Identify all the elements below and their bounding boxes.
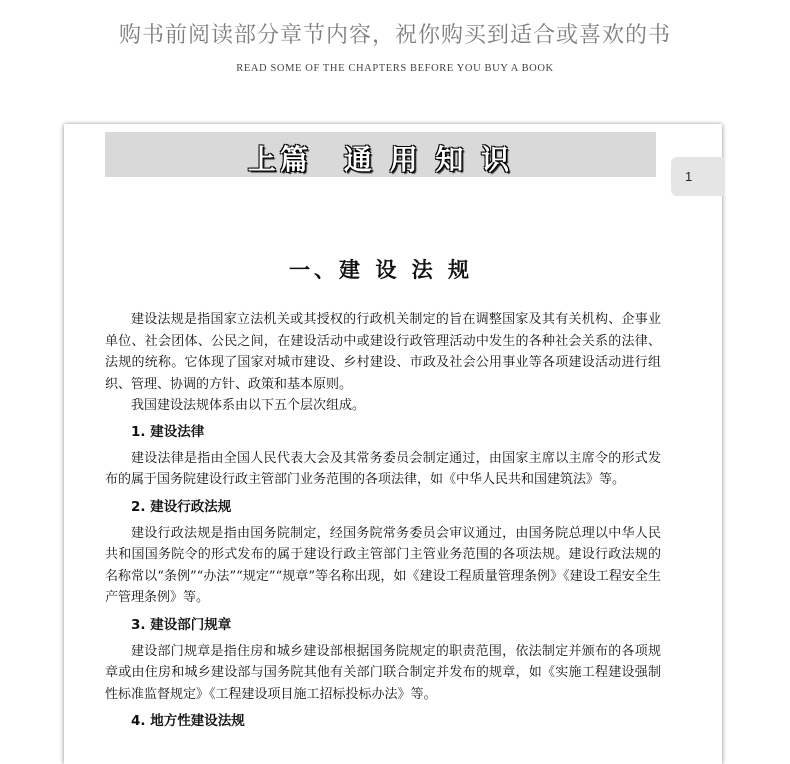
chapter-body xyxy=(105,309,661,732)
intro-paragraph: 我国建设法规体系由以下五个层次组成。 xyxy=(131,398,366,413)
section-heading: 2. 建设行政法规 xyxy=(131,498,232,515)
section-paragraph: 建设法律是指由全国人民代表大会及其常务委员会制定通过，由国家主席以主席令的形式发布的属于国务院建设行政主管部门业务范围的各项法律，如《中华人民共和国建筑法》等。 xyxy=(105,450,661,487)
header-title: 购书前阅读部分章节内容，祝你购买到适合或喜欢的书 xyxy=(118,23,671,48)
part-banner xyxy=(105,132,656,177)
part-banner-title: 上篇 通 用 知 识 xyxy=(247,143,514,176)
section-paragraph: 建设部门规章是指住房和城乡建设部根据国务院规定的职责范围，依法制定并颁布的各项规章或由住房和城乡建设部与国务院其他有关部门联合制定并发布的规章，如《实施工程建设强制性标准监督规定》《工程建设项目施工招标投标办法》等。 xyxy=(105,643,661,702)
section-paragraph: 建设行政法规是指由国务院制定，经国务院常务委员会审议通过，由国务院总理以中华人民共和国国务院令的形式发布的属于建设行政主管部门主管业务范围的各项法规。建设行政法规的名称常以“条例”“办法”“规定”“规章”等名称出现，如《建设工程质量管理条例》《建设工程安全生产管理条例》等。 xyxy=(105,525,661,605)
section-heading: 1. 建设法律 xyxy=(131,423,205,440)
header-subtitle: READ SOME OF THE CHAPTERS BEFORE YOU BUY A BOOK xyxy=(236,63,554,74)
intro-paragraph: 建设法规是指国家立法机关或其授权的行政机关制定的旨在调整国家及其有关机构、企事业单位、社会团体、公民之间，在建设活动中或建设行政管理活动中发生的各种社会关系的法律、法规的统称。它体现了国家对城市建设、乡村建设、市政及社会公用事业等各项建设活动进行组织、管理、协调的方针、政策和基本原则。 xyxy=(105,312,661,392)
book-page xyxy=(64,124,722,764)
section-heading: 4. 地方性建设法规 xyxy=(131,713,245,729)
page-number-tab[interactable]: 1 xyxy=(671,157,723,196)
chapter-title: 一、建 设 法 规 xyxy=(289,258,473,282)
section-heading: 3. 建设部门规章 xyxy=(131,616,232,633)
